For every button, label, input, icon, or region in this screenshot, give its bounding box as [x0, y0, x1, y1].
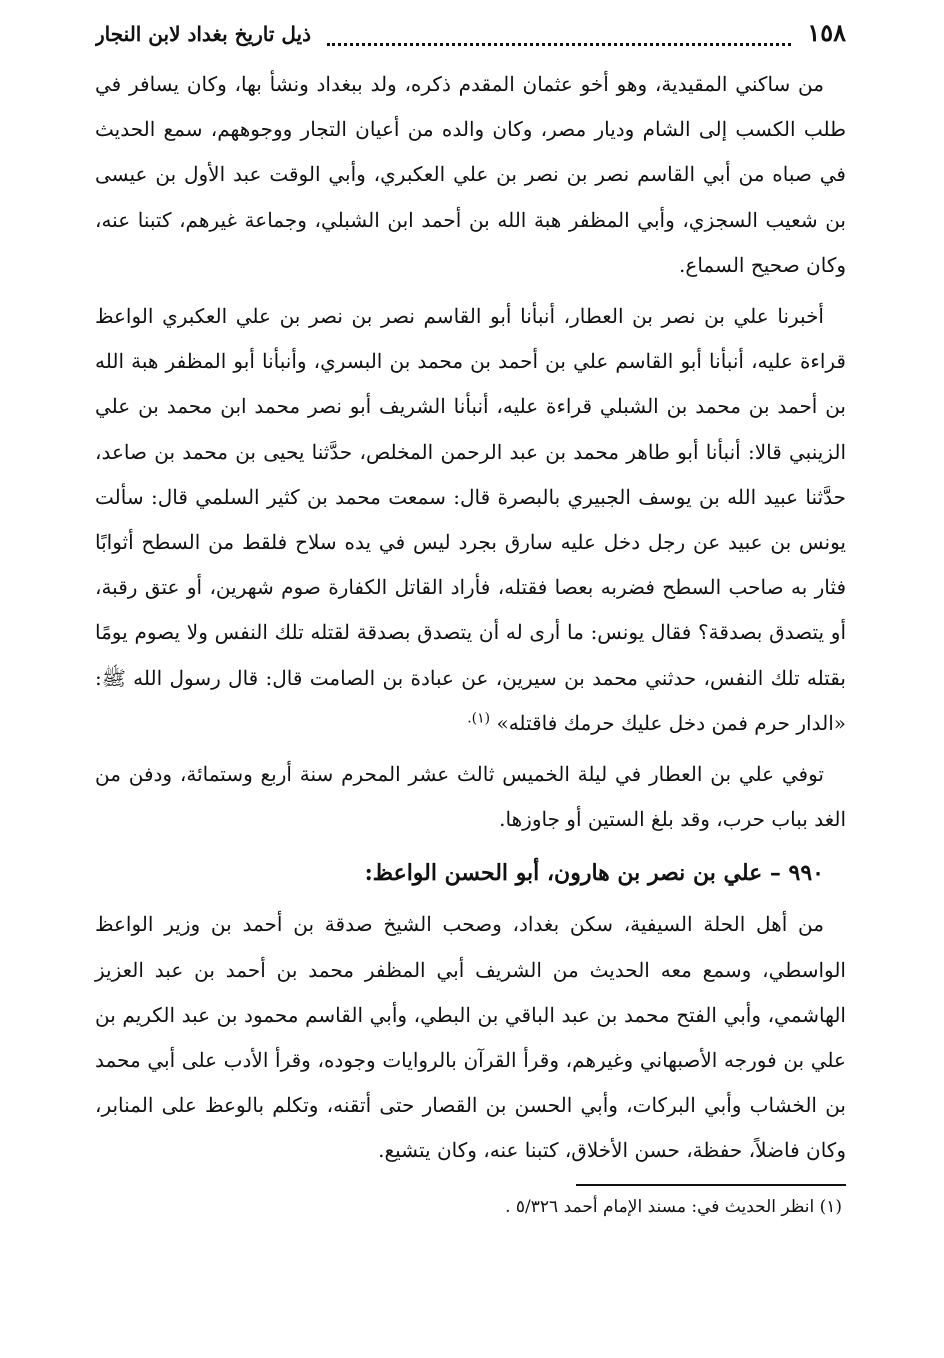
paragraph — [95, 902, 846, 1173]
paragraph-text: توفي علي بن العطار في ليلة الخميس ثالث عشر المحرم سنة أربع وستمائة، ودفن من الغد بباب حرب، وقد بلغ الستين أو جاوزها. — [95, 762, 846, 832]
running-header — [95, 18, 846, 52]
paragraph-text: من ساكني المقيدية، وهو أخو عثمان المقدم ذكره، ولد ببغداد ونشأ بها، وكان يسافر في طلب الكسب إلى الشام وديار مصر، وكان والده من أعيان التجار ووجوههم، سمع الحديث في صباه من أبي القاسم نصر بن نصر بن علي العكبري، وأبي الوقت عبد الأول بن عيسى بن شعيب السجزي، وأبي المظفر هبة الله بن أحمد ابن الشبلي، وجماعة غيرهم، كتبنا عنه، وكان صحيح السماع. — [95, 72, 846, 277]
book-title: ذيل تاريخ بغداد لابن النجار — [95, 22, 311, 46]
entry-heading: ٩٩٠ – علي بن نصر بن هارون، أبو الحسن الواعظ: — [364, 860, 824, 887]
paragraph-text: من أهل الحلة السيفية، سكن بغداد، وصحب الشيخ صدقة بن أحمد بن وزير الواعظ الواسطي، وسمع معه الحديث من الشريف أبي المظفر محمد بن أحمد بن عبد العزيز الهاشمي، وأبي الفتح محمد بن عبد الباقي بن البطي، وأبي القاسم محمود بن عبد الكريم بن علي بن فورجه الأصبهاني وغيرهم، وقرأ القرآن بالروايات وجوده، وقرأ الأدب على أبي محمد بن الخشاب وأبي البركات، وأبي الحسن بن القصار حتى أتقنه، وتكلم بالوعظ على المنابر، وكان فاضلاً، حفظة، حسن الأخلاق، كتبنا عنه، وكان يتشيع. — [95, 912, 846, 1163]
book-page — [95, 18, 846, 1338]
footnote: (١) انظر الحديث في: مسند الإمام أحمد ٥/٣٢٦ . — [505, 1196, 842, 1217]
page-number: ١٥٨ — [807, 18, 846, 47]
footnote-reference[interactable]: (١). — [467, 710, 491, 727]
paragraph — [95, 294, 846, 746]
paragraph — [95, 62, 846, 288]
paragraph-text: أخبرنا علي بن نصر بن العطار، أنبأنا أبو القاسم نصر بن نصر بن علي العكبري الواعظ قراءة عليه، أنبأنا أبو القاسم علي بن أحمد بن محمد بن البسري، وأنبأنا أبو المظفر هبة الله بن أحمد بن محمد بن الشبلي قراءة عليه، أنبأنا الشريف أبو نصر محمد ابن محمد بن علي الزينبي قالا: أنبأنا أبو طاهر محمد بن عبد الرحمن المخلص، حدَّثنا يحيى بن محمد بن صاعد، حدَّثنا عبيد الله بن يوسف الجبيري بالبصرة قال: سمعت محمد بن كثير السلمي قال: سألت يونس بن عبيد عن رجل دخل عليه سارق بجرد ليس في يده سلاح فلقط من السطح أثوابًا فثار به صاحب السطح فضربه بعصا فقتله، فأراد القاتل الكفارة صوم شهرين، أو عتق رقبة، أو يتصدق بصدقة؟ فقال يونس: ما أرى له أن يتصدق بصدقة لقتله تلك النفس ولا يصوم يومًا بقتله تلك النفس، حدثني محمد بن سيرين، عن عبادة بن الصامت قال: قال رسول الله ﷺ: «الدار حرم فمن دخل عليك حرمك فاقتله» — [95, 304, 846, 735]
main-text — [95, 62, 846, 1174]
dotted-leader — [327, 43, 791, 46]
footnote-divider — [576, 1184, 846, 1186]
paragraph — [95, 752, 846, 842]
